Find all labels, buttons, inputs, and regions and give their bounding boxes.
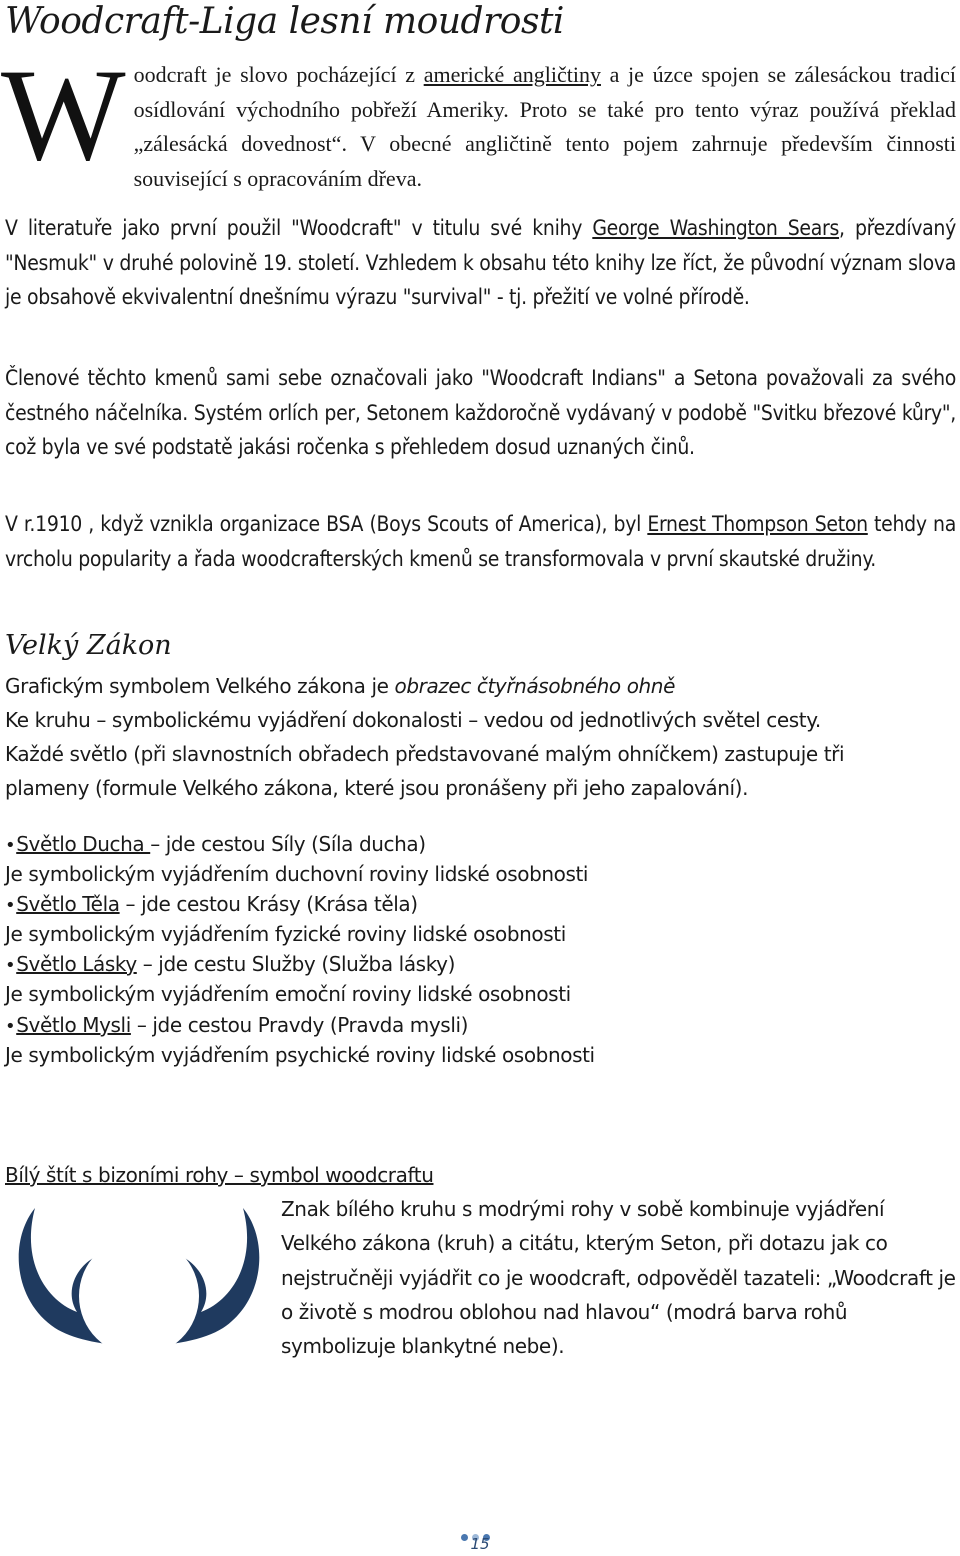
link-george-washington-sears[interactable]: George Washington Sears	[592, 216, 840, 240]
para4-text-2: tehdy na vrcholu popularity a řada woodcrafterských kmenů se transformovala v první skautské družiny.	[5, 512, 956, 571]
light-spirit-rest: – jde cestou Síly (Síla ducha)	[150, 832, 426, 856]
law-line-2: Ke kruhu – symbolickému vyjádření dokonalosti – vedou od jednotlivých světel cesty.	[5, 708, 821, 732]
light-spirit	[5, 832, 426, 856]
para2-text-1: V literatuře jako první použil "Woodcraft" v titulu své knihy	[5, 216, 593, 240]
page-title: Woodcraft-Liga lesní moudrosti	[5, 1, 564, 42]
intro-text-1: oodcraft je slovo pocházející z	[133, 62, 424, 87]
link-ernest-thompson-seton[interactable]: Ernest Thompson Seton	[647, 512, 868, 536]
bullet-icon: •	[5, 895, 16, 916]
link-american-english[interactable]: americké angličtiny	[423, 62, 601, 87]
link-light-love[interactable]: Světlo Lásky	[16, 952, 137, 976]
section-title-velky-zakon: Velký Zákon	[5, 630, 172, 661]
link-light-body[interactable]: Světlo Těla	[16, 892, 120, 916]
drop-cap: W	[1, 41, 126, 188]
intro-text-2: a je úzce spojen se zálesáckou tradicí osídlování východního pobřeží Ameriky. Proto se také pro tento výraz používá překlad „zálesácká dovednost“. V obecné angličtině tento pojem zahrnuje především činnosti související s opracováním dřeva.	[133, 62, 956, 191]
paragraph-woodcraft-indians: Členové těchto kmenů sami sebe označovali jako "Woodcraft Indians" a Setona považovali za svého čestného náčelníka. Systém orlích per, Setonem každoročně vydávaný v podobě "Svitku březové kůry", což byla ve své podstatě jakási ročenka s přehledem dosud uznaných činů.	[5, 366, 956, 459]
light-love	[5, 952, 455, 976]
light-mind	[5, 1013, 468, 1037]
light-spirit-desc: Je symbolickým vyjádřením duchovní roviny lidské osobnosti	[5, 862, 589, 886]
law-line-3: Každé světlo (při slavnostních obřadech představované malým ohníčkem) zastupuje tři	[5, 742, 845, 766]
page-number: 15	[470, 1535, 490, 1553]
shield-description: Znak bílého kruhu s modrými rohy v sobě kombinuje vyjádření Velkého zákona (kruh) a citátu, kterým Seton, při dotazu jak co nejstručněji vyjádřit co je woodcraft, odpověděl tazateli: „Woodcraft je o životě s modrou oblohou nad hlavou“ (modrá barva rohů symbolizuje blankytné nebe).	[281, 1197, 956, 1359]
light-mind-rest: – jde cestou Pravdy (Pravda mysli)	[130, 1013, 469, 1037]
white-circle	[79, 1236, 199, 1356]
light-mind-desc: Je symbolickým vyjádřením psychické roviny lidské osobnosti	[5, 1043, 595, 1067]
bison-horns-shield-icon	[5, 1200, 273, 1370]
light-body-rest: – jde cestou Krásy (Krása těla)	[119, 892, 418, 916]
para2-text-2: , přezdívaný "Nesmuk" v druhé polovině 19. století. Vzhledem k obsahu této knihy lze říct, že původní význam slova je obsahově ekvivalentní dnešnímu výrazu "survival" - tj. přežití ve volné přírodě.	[5, 216, 956, 309]
link-light-mind[interactable]: Světlo Mysli	[16, 1013, 131, 1037]
para4-text-1: V r.1910 , když vznikla organizace BSA (Boys Scouts of America), byl	[5, 512, 648, 536]
bullet-icon: •	[5, 955, 16, 976]
bullet-icon: •	[5, 835, 16, 856]
paragraph-sears	[5, 211, 956, 315]
law-line-1-text: Grafickým symbolem Velkého zákona je	[5, 674, 395, 698]
paragraph-bsa	[5, 507, 956, 576]
page-footer	[0, 1523, 960, 1556]
law-line-1-italic: obrazec čtyřnásobného ohně	[394, 674, 675, 698]
light-love-desc: Je symbolickým vyjádřením emoční roviny lidské osobnosti	[5, 982, 571, 1006]
light-body-desc: Je symbolickým vyjádřením fyzické roviny lidské osobnosti	[5, 922, 566, 946]
link-shield-heading[interactable]: Bílý štít s bizoními rohy – symbol woodcraftu	[5, 1163, 434, 1187]
intro-paragraph	[1, 41, 956, 196]
light-love-rest: – jde cestu Služby (Služba lásky)	[136, 952, 455, 976]
link-light-spirit[interactable]: Světlo Ducha	[16, 832, 151, 856]
law-line-1	[5, 674, 675, 698]
law-line-4: plameny (formule Velkého zákona, které jsou pronášeny při jeho zapalování).	[5, 776, 749, 800]
bullet-icon: •	[5, 1016, 16, 1037]
light-body	[5, 892, 418, 916]
